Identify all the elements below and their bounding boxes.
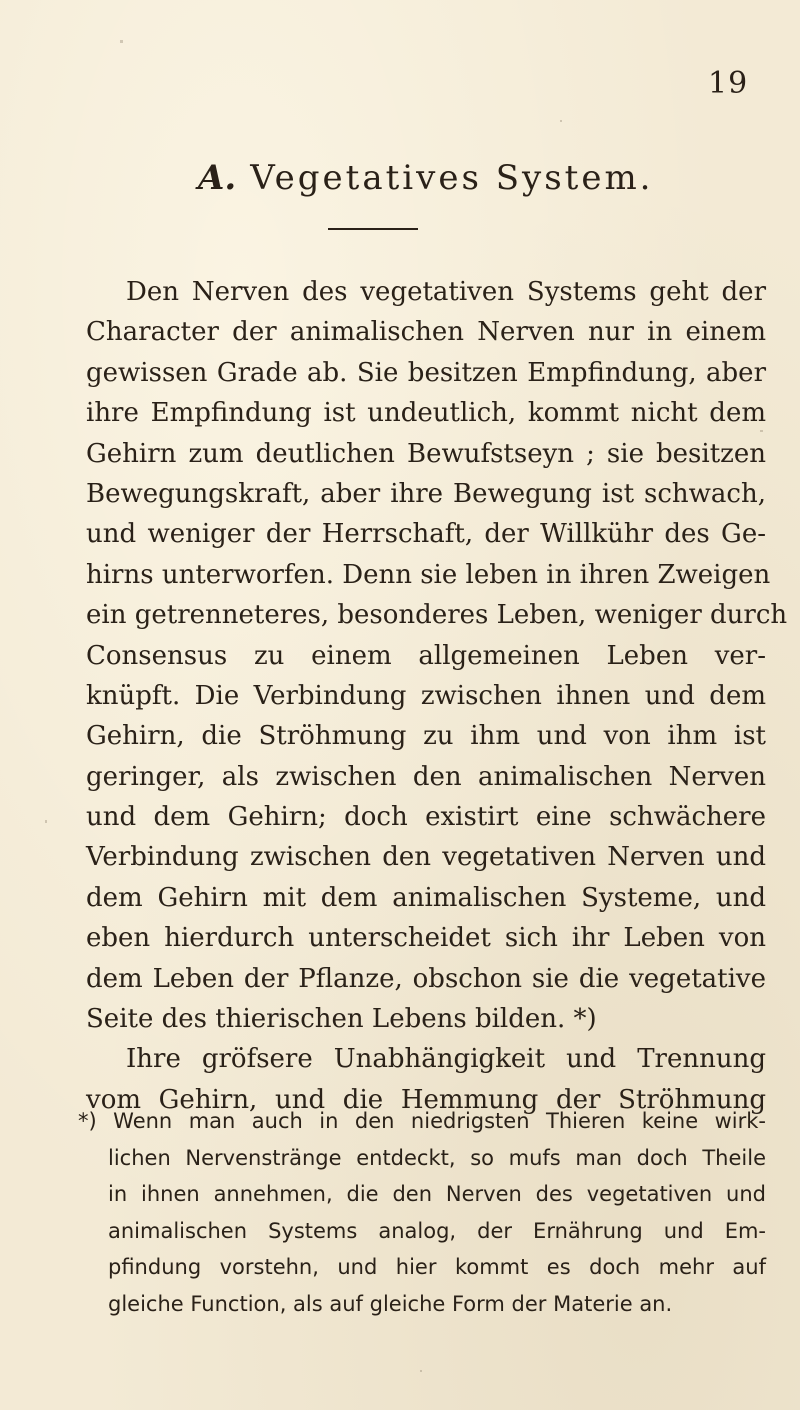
body-line: geringer, als zwischen den animalischen Nerven [86,761,766,792]
body-line: Seite des thierischen Lebens bilden. *) [86,1004,597,1035]
footnote-line: gleiche Function, als auf gleiche Form der Materie an. [108,1291,673,1316]
title-rule [328,228,418,230]
paper-speck [120,40,123,43]
paper-speck [45,820,47,823]
body-line: gewissen Grade ab. Sie besitzen Empfindung, aber [86,357,766,388]
body-text [86,272,788,1120]
body-line: hirns unterworfen. Denn sie leben in ihren Zweigen [86,559,771,590]
body-line: und weniger der Herrschaft, der Willkühr des Ge- [86,519,766,550]
body-line: eben hierdurch unterscheidet sich ihr Leben von [86,923,766,954]
body-line: knüpft. Die Verbindung zwischen ihnen und dem [86,680,766,711]
footnote-line: animalischen Systems analog, der Ernährung und Em- [108,1218,766,1243]
body-line: und dem Gehirn; doch existirt eine schwächere [86,802,766,833]
body-line: Consensus zu einem allgemeinen Leben ver- [86,640,766,671]
body-line: Verbindung zwischen den vegetativen Nerven und [86,842,766,873]
section-heading [198,158,654,198]
body-line: Gehirn zum deutlichen Bewufstseyn ; sie besitzen [86,438,766,469]
body-line: dem Leben der Pflanze, obschon sie die vegetative [86,963,766,994]
footnote [78,1103,766,1322]
section-title: Vegetatives System. [250,158,654,198]
footnote-line: lichen Nervenstränge entdeckt, so mufs man doch Theile [108,1145,766,1170]
body-line: Ihre gröfsere Unabhängigkeit und Trennung [126,1044,766,1075]
footnote-line: in ihnen annehmen, die den Nerven des vegetativen und [108,1182,766,1206]
body-line: vom Gehirn, und die Hemmung der Ströhmung [86,1084,766,1115]
footnote-line: pfindung vorstehn, und hier kommt es doch mehr auf [108,1255,766,1279]
body-line: Character der animalischen Nerven nur in einem [86,317,766,348]
body-line: Den Nerven des vegetativen Systems geht der [126,277,766,307]
body-line: ihre Empfindung ist undeutlich, kommt nicht dem [86,398,766,429]
paper-speck [560,120,562,122]
body-line: ein getrenneteres, besonderes Leben, weniger durch [86,600,788,631]
body-line: Bewegungskraft, aber ihre Bewegung ist schwach, [86,478,766,509]
section-letter: A. [198,158,237,198]
paper-speck [760,430,763,432]
page-number: 19 [708,66,749,101]
footnote-line: *) Wenn man auch in den niedrigsten Thieren keine wirk- [78,1109,766,1133]
body-line: Gehirn, die Ströhmung zu ihm und von ihm ist [86,721,766,752]
body-line: dem Gehirn mit dem animalischen Systeme, und [86,882,766,913]
paper-speck [420,1370,422,1372]
